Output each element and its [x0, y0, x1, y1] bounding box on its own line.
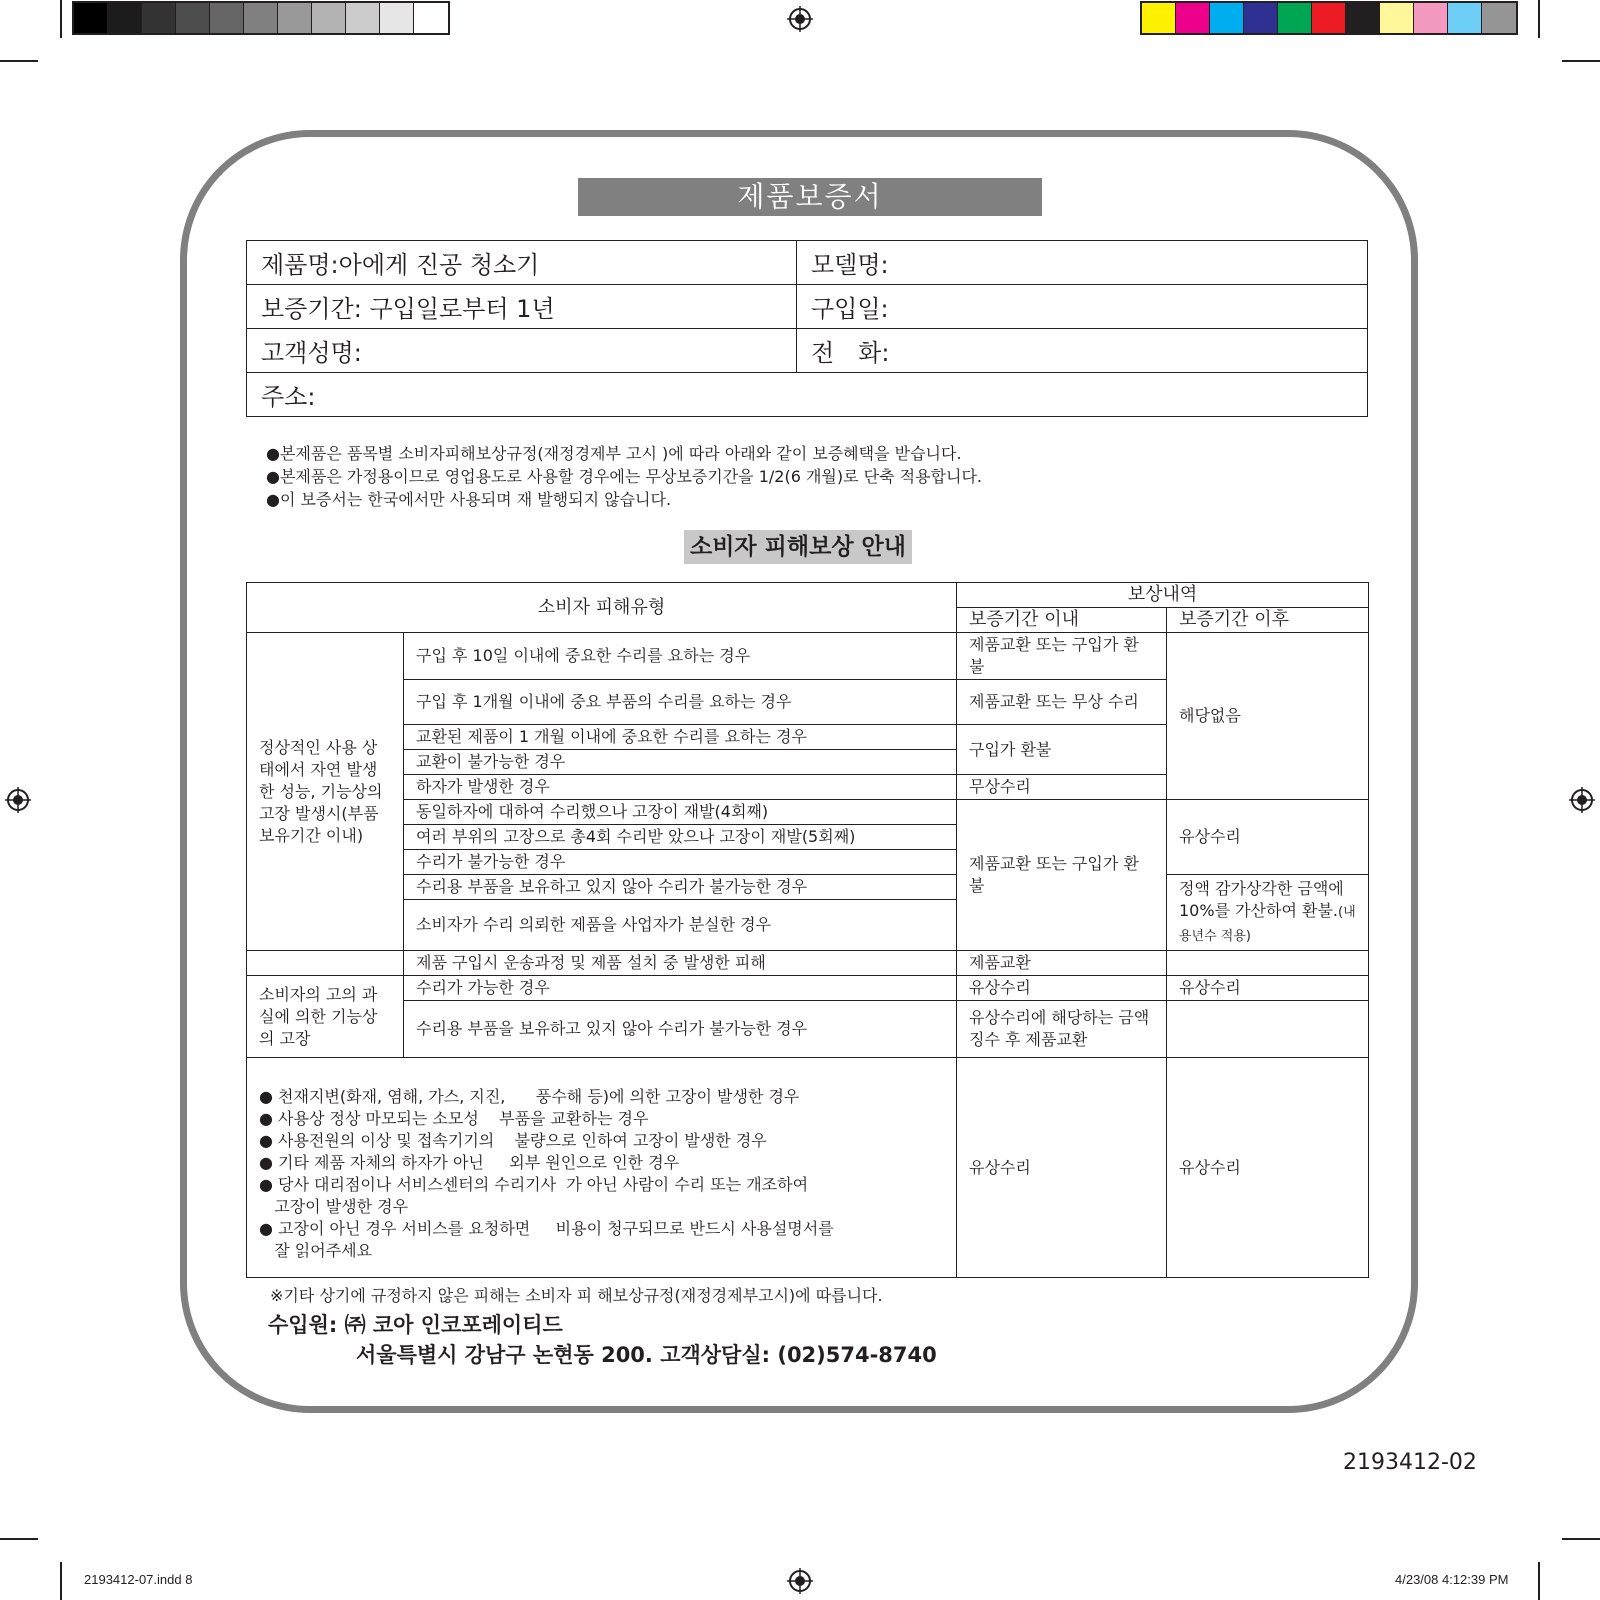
warranty-period-field: 보증기간: 구입일로부터 1년	[247, 285, 797, 329]
section-subtitle: 소비자 피해보상 안내	[684, 530, 912, 564]
exclusion-item: ● 당사 대리점이나 서비스센터의 수리기사 가 아닌 사람이 수리 또는 개조하여	[259, 1175, 809, 1194]
table-cell	[247, 951, 404, 976]
color-swatch	[1448, 3, 1482, 33]
model-name-field: 모델명:	[797, 241, 1368, 285]
product-name-field: 제품명:아에게 진공 청소기	[247, 241, 797, 285]
color-swatch	[1244, 3, 1278, 33]
exclusion-item: ● 사용전원의 이상 및 접속기기의 불량으로 인하여 고장이 발생한 경우	[259, 1131, 767, 1150]
slug-timestamp: 4/23/08 4:12:39 PM	[1395, 1572, 1509, 1587]
crop-mark	[60, 0, 62, 38]
table-row-label: 여러 부위의 고장으로 총4회 수리받 았으나 고장이 재발(5회째)	[404, 825, 957, 850]
table-row-label: 제품 구입시 운송과정 및 제품 설치 중 발생한 피해	[404, 951, 957, 976]
table-row-label: 동일하자에 대하여 수리했으나 고장이 재발(4회째)	[404, 800, 957, 825]
depreciation-note: (내용년수 적용)	[1179, 904, 1356, 944]
page-title: 제품보증서	[578, 178, 1042, 216]
table-row-label: 교환된 제품이 1 개월 이내에 중요한 수리를 요하는 경우	[404, 725, 957, 750]
slug-file-info: 2193412-07.indd 8	[84, 1572, 193, 1587]
crop-mark	[0, 1538, 38, 1540]
table-row-label: 구입 후 10일 이내에 중요한 수리를 요하는 경우	[404, 633, 957, 680]
color-swatch	[414, 3, 448, 33]
compensation-table	[246, 582, 1369, 1278]
color-bar-left	[72, 1, 450, 35]
color-swatch	[176, 3, 210, 33]
purchase-date-field: 구입일:	[797, 285, 1368, 329]
color-swatch	[1312, 3, 1346, 33]
color-swatch	[1142, 3, 1176, 33]
table-cell: 유상수리	[1167, 800, 1369, 875]
table-cell	[1167, 875, 1369, 951]
color-swatch	[278, 3, 312, 33]
table-cell: 유상수리	[957, 976, 1167, 1001]
header-compensation: 보상내역	[957, 583, 1369, 608]
table-cell: 유상수리에 해당하는 금액징수 후 제품교환	[957, 1001, 1167, 1058]
phone-field: 전 화:	[797, 329, 1368, 373]
crop-mark	[1562, 60, 1600, 62]
color-swatch	[210, 3, 244, 33]
customer-name-field: 고객성명:	[247, 329, 797, 373]
color-swatch	[244, 3, 278, 33]
table-cell: 유상수리	[1167, 1058, 1369, 1278]
table-row-label: 하자가 발생한 경우	[404, 775, 957, 800]
color-swatch	[1210, 3, 1244, 33]
registration-mark-icon	[1569, 787, 1595, 813]
table-cell: 구입가 환불	[957, 725, 1167, 775]
address-field: 주소:	[247, 373, 1368, 417]
header-after-warranty: 보증기간 이후	[1167, 608, 1369, 633]
color-swatch	[1380, 3, 1414, 33]
color-swatch	[312, 3, 346, 33]
note-item: ●본제품은 품목별 소비자피해보상규정(재정경제부 고시 )에 따라 아래와 같이 보증혜택을 받습니다.	[266, 444, 962, 463]
note-item: ●본제품은 가정용이므로 영업용도로 사용할 경우에는 무상보증기간을 1/2(6 개월)로 단축 적용합니다.	[266, 467, 983, 486]
color-swatch	[108, 3, 142, 33]
color-swatch	[346, 3, 380, 33]
note-item: ●이 보증서는 한국에서만 사용되며 재 발행되지 않습니다.	[266, 490, 672, 509]
color-swatch	[74, 3, 108, 33]
registration-mark-icon	[5, 787, 31, 813]
table-cell: 무상수리	[957, 775, 1167, 800]
color-swatch	[380, 3, 414, 33]
table-cell: 제품교환 또는 무상 수리	[957, 680, 1167, 725]
registration-mark-icon	[787, 1568, 813, 1594]
table-row-label: 수리가 가능한 경우	[404, 976, 957, 1001]
table-row-label: 구입 후 1개월 이내에 중요 부품의 수리를 요하는 경우	[404, 680, 957, 725]
exclusion-item: 잘 읽어주세요	[259, 1241, 373, 1260]
table-row-label: 교환이 불가능한 경우	[404, 750, 957, 775]
header-within-warranty: 보증기간 이내	[957, 608, 1167, 633]
warranty-notes	[266, 442, 982, 511]
table-row-label: 수리용 부품을 보유하고 있지 않아 수리가 불가능한 경우	[404, 875, 957, 900]
exclusion-item: ● 천재지변(화재, 염해, 가스, 지진, 풍수해 등)에 의한 고장이 발생한 경우	[259, 1087, 800, 1106]
category-normal-use: 정상적인 사용 상태에서 자연 발생한 성능, 기능상의 고장 발생시(부품보유기간 이내)	[247, 633, 404, 951]
table-cell: 제품교환	[957, 951, 1167, 976]
table-cell: 제품교환 또는 구입가 환불	[957, 800, 1167, 951]
exclusion-item: 고장이 발생한 경우	[259, 1197, 409, 1216]
exclusions-cell	[247, 1058, 957, 1278]
importer-info	[268, 1310, 937, 1370]
table-row-label: 소비자가 수리 의뢰한 제품을 사업자가 분실한 경우	[404, 900, 957, 951]
footer-note: ※기타 상기에 규정하지 않은 피해는 소비자 피 해보상규정(재정경제부고시)에 따릅니다.	[270, 1286, 883, 1305]
importer-name: 수입원: ㈜ 코아 인코포레이티드	[268, 1313, 563, 1337]
table-cell: 유상수리	[957, 1058, 1167, 1278]
exclusion-item: ● 고장이 아닌 경우 서비스를 요청하면 비용이 청구되므로 반드시 사용설명서를	[259, 1219, 834, 1238]
crop-mark	[1538, 0, 1540, 38]
header-damage-type: 소비자 피해유형	[247, 583, 957, 633]
table-cell: 유상수리	[1167, 976, 1369, 1001]
crop-mark	[60, 1562, 62, 1600]
color-swatch	[142, 3, 176, 33]
color-swatch	[1278, 3, 1312, 33]
document-code: 2193412-02	[1343, 1450, 1477, 1475]
color-bar-right	[1140, 1, 1518, 35]
importer-address: 서울특별시 강남구 논현동 200. 고객상담실: (02)574-8740	[356, 1343, 937, 1367]
table-row-label: 수리용 부품을 보유하고 있지 않아 수리가 불가능한 경우	[404, 1001, 957, 1058]
color-swatch	[1346, 3, 1380, 33]
depreciation-text: 정액 감가상각한 금액에 10%를 가산하여 환불.	[1179, 878, 1344, 920]
table-cell: 제품교환 또는 구입가 환불	[957, 633, 1167, 680]
color-swatch	[1414, 3, 1448, 33]
category-user-fault: 소비자의 고의 과실에 의한 기능상의 고장	[247, 976, 404, 1058]
registration-mark-icon	[787, 6, 813, 32]
exclusion-item: ● 사용상 정상 마모되는 소모성 부품을 교환하는 경우	[259, 1109, 649, 1128]
table-cell	[1167, 951, 1369, 976]
color-swatch	[1482, 3, 1516, 33]
color-swatch	[1176, 3, 1210, 33]
exclusion-item: ● 기타 제품 자체의 하자가 아닌 외부 원인으로 인한 경우	[259, 1153, 680, 1172]
crop-mark	[1562, 1538, 1600, 1540]
table-row-label: 수리가 불가능한 경우	[404, 850, 957, 875]
table-cell	[1167, 1001, 1369, 1058]
product-info-table	[246, 240, 1368, 417]
table-cell: 해당없음	[1167, 633, 1369, 800]
crop-mark	[1538, 1562, 1540, 1600]
crop-mark	[0, 60, 38, 62]
